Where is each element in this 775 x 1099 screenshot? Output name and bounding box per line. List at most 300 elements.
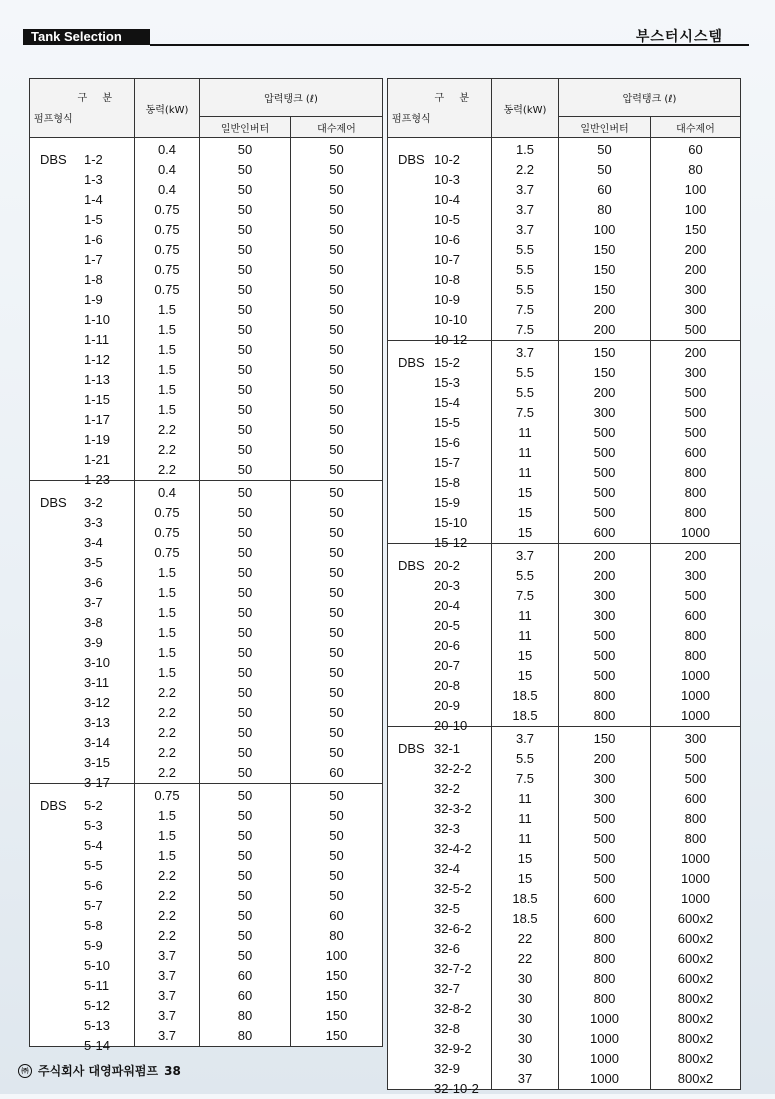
inverter-cell: 1000	[559, 1069, 651, 1090]
power-cell: 3.7	[492, 727, 559, 750]
unit-control-header: 대수제어	[291, 117, 383, 138]
unit-control-cell: 50	[291, 886, 383, 906]
unit-control-cell: 800	[651, 829, 741, 849]
model-number: 5-8	[84, 918, 103, 933]
table-row	[30, 503, 383, 523]
table-row	[388, 280, 741, 300]
inverter-cell: 500	[559, 443, 651, 463]
unit-control-cell: 600x2	[651, 969, 741, 989]
table-row	[30, 180, 383, 200]
power-cell: 3.7	[492, 341, 559, 364]
table-row	[388, 849, 741, 869]
model-number: 1-2	[84, 152, 103, 167]
model-number: 3-11	[84, 675, 110, 690]
power-cell: 0.4	[135, 180, 200, 200]
table-row	[30, 160, 383, 180]
pump-model-cell	[388, 1009, 492, 1036]
model-number: 20-10	[434, 718, 468, 733]
inverter-cell: 50	[200, 280, 291, 300]
inverter-cell: 80	[200, 1006, 291, 1026]
unit-control-cell: 600	[651, 789, 741, 809]
model-number: 3-14	[84, 735, 111, 750]
pump-model-label: 펌프형식	[392, 114, 431, 125]
model-prefix: DBS	[40, 152, 67, 167]
pump-model-cell	[388, 646, 492, 673]
power-cell: 30	[492, 969, 559, 989]
model-number: 3-12	[84, 695, 111, 710]
unit-control-header: 대수제어	[651, 117, 741, 138]
unit-control-cell: 1000	[651, 523, 741, 544]
table-row	[388, 929, 741, 949]
unit-control-cell: 50	[291, 723, 383, 743]
unit-control-cell: 800	[651, 503, 741, 523]
unit-control-cell: 300	[651, 727, 741, 750]
table-row	[388, 1029, 741, 1049]
inverter-header: 일반인버터	[559, 117, 651, 138]
pump-model-cell	[388, 320, 492, 347]
model-number: 32-9	[434, 1061, 461, 1076]
table-row	[388, 1069, 741, 1090]
power-cell: 0.75	[135, 503, 200, 523]
power-cell: 15	[492, 483, 559, 503]
inverter-cell: 300	[559, 403, 651, 423]
unit-control-cell: 50	[291, 703, 383, 723]
model-number: 5-7	[84, 898, 103, 913]
model-number: 3-2	[84, 495, 103, 510]
table-row	[30, 966, 383, 986]
model-number: 1-17	[84, 412, 111, 427]
pump-model-cell	[30, 160, 135, 187]
pump-model-cell	[30, 703, 135, 730]
power-cell: 37	[492, 1069, 559, 1090]
model-number: 3-3	[84, 515, 103, 530]
unit-control-cell: 150	[291, 966, 383, 986]
unit-control-cell: 50	[291, 300, 383, 320]
model-prefix: DBS	[40, 495, 67, 510]
inverter-header: 일반인버터	[200, 117, 291, 138]
category-label: 구 분	[434, 93, 475, 104]
power-cell: 2.2	[135, 703, 200, 723]
model-number: 3-4	[84, 535, 103, 550]
inverter-cell: 50	[200, 784, 291, 807]
pump-model-cell	[30, 460, 135, 487]
table-row	[30, 846, 383, 866]
table-row	[30, 866, 383, 886]
model-number: 1-8	[84, 272, 103, 287]
inverter-cell: 500	[559, 829, 651, 849]
power-cell: 30	[492, 989, 559, 1009]
unit-control-cell: 1000	[651, 889, 741, 909]
power-cell: 18.5	[492, 706, 559, 727]
inverter-cell: 50	[200, 440, 291, 460]
unit-control-cell: 50	[291, 846, 383, 866]
pump-model-cell	[30, 400, 135, 427]
pump-model-cell	[388, 1049, 492, 1076]
model-number: 32-6	[434, 941, 461, 956]
table-row	[30, 906, 383, 926]
power-cell: 1.5	[135, 300, 200, 320]
inverter-cell: 300	[559, 606, 651, 626]
unit-control-cell: 50	[291, 200, 383, 220]
inverter-cell: 50	[200, 220, 291, 240]
pump-model-cell	[388, 566, 492, 593]
model-number: 32-5-2	[434, 881, 472, 896]
tank-header: 압력탱크 (ℓ)	[200, 79, 383, 117]
pump-model-cell	[388, 727, 492, 756]
unit-control-cell: 100	[291, 946, 383, 966]
inverter-cell: 150	[559, 280, 651, 300]
unit-control-cell: 600x2	[651, 949, 741, 969]
pump-model-cell	[30, 240, 135, 267]
inverter-cell: 60	[200, 966, 291, 986]
model-number: 5-4	[84, 838, 103, 853]
power-cell: 11	[492, 463, 559, 483]
unit-control-cell: 50	[291, 320, 383, 340]
unit-control-cell: 60	[291, 906, 383, 926]
model-number: 5-14	[84, 1038, 111, 1053]
table-row	[30, 683, 383, 703]
unit-control-cell: 50	[291, 523, 383, 543]
table-row	[30, 763, 383, 784]
power-cell: 3.7	[135, 1026, 200, 1047]
pump-model-cell	[388, 200, 492, 227]
inverter-cell: 50	[200, 643, 291, 663]
table-row	[388, 789, 741, 809]
model-number: 10-7	[434, 252, 461, 267]
model-number: 1-12	[84, 352, 111, 367]
unit-control-cell: 50	[291, 340, 383, 360]
model-number: 5-12	[84, 998, 111, 1013]
table-row	[388, 769, 741, 789]
pump-model-cell	[388, 829, 492, 856]
pump-model-cell	[30, 200, 135, 227]
pump-model-cell	[388, 769, 492, 796]
model-number: 1-3	[84, 172, 103, 187]
unit-control-cell: 150	[291, 1026, 383, 1047]
pump-model-cell	[388, 626, 492, 653]
model-number: 5-10	[84, 958, 111, 973]
pump-model-cell	[388, 809, 492, 836]
table-body	[388, 138, 741, 1096]
table-row	[388, 949, 741, 969]
power-cell: 3.7	[135, 966, 200, 986]
inverter-cell: 150	[559, 363, 651, 383]
pump-model-cell	[388, 606, 492, 633]
power-cell: 0.75	[135, 220, 200, 240]
pump-model-cell	[388, 789, 492, 816]
power-cell: 1.5	[492, 138, 559, 161]
power-cell: 1.5	[135, 380, 200, 400]
power-cell: 15	[492, 523, 559, 544]
pump-model-cell	[30, 603, 135, 630]
model-number: 32-3	[434, 821, 461, 836]
table-row	[30, 260, 383, 280]
pump-model-cell	[30, 138, 135, 167]
page-number: 38	[164, 1063, 181, 1078]
model-number: 20-5	[434, 618, 461, 633]
page-footer	[18, 1062, 181, 1079]
unit-control-cell: 800	[651, 463, 741, 483]
inverter-cell: 500	[559, 626, 651, 646]
table-row	[388, 403, 741, 423]
unit-control-cell: 60	[291, 763, 383, 784]
table-row	[388, 606, 741, 626]
pump-model-label: 펌프형식	[34, 114, 73, 125]
power-cell: 2.2	[135, 440, 200, 460]
power-cell: 15	[492, 666, 559, 686]
model-number: 32-8-2	[434, 1001, 472, 1016]
table-row	[30, 240, 383, 260]
power-cell: 7.5	[492, 769, 559, 789]
model-number: 5-13	[84, 1018, 111, 1033]
unit-control-cell: 500	[651, 769, 741, 789]
power-cell: 0.75	[135, 543, 200, 563]
pump-model-cell	[30, 420, 135, 447]
pump-model-cell	[388, 160, 492, 187]
model-number: 10-6	[434, 232, 461, 247]
page-header	[23, 29, 749, 46]
unit-control-cell: 50	[291, 563, 383, 583]
model-number: 1-7	[84, 252, 103, 267]
inverter-cell: 50	[200, 926, 291, 946]
table-row	[30, 460, 383, 481]
unit-control-cell: 200	[651, 260, 741, 280]
table-row	[30, 138, 383, 161]
company-logo-icon: ㈜	[18, 1064, 32, 1078]
model-number: 10-3	[434, 172, 461, 187]
unit-control-cell: 150	[291, 1006, 383, 1026]
power-cell: 1.5	[135, 603, 200, 623]
unit-control-cell: 50	[291, 360, 383, 380]
model-number: 5-9	[84, 938, 103, 953]
table-row	[30, 481, 383, 504]
inverter-cell: 50	[200, 806, 291, 826]
unit-control-cell: 500	[651, 320, 741, 341]
pump-model-cell	[30, 623, 135, 650]
power-cell: 1.5	[135, 846, 200, 866]
power-header: 동력(kW)	[135, 79, 200, 138]
unit-control-cell: 50	[291, 440, 383, 460]
table-row	[388, 483, 741, 503]
power-cell: 22	[492, 929, 559, 949]
model-number: 15-6	[434, 435, 461, 450]
table-row	[388, 240, 741, 260]
unit-control-cell: 800x2	[651, 1009, 741, 1029]
inverter-cell: 200	[559, 566, 651, 586]
table-row	[30, 723, 383, 743]
inverter-cell: 600	[559, 909, 651, 929]
table-body	[30, 138, 383, 1053]
model-number: 32-4-2	[434, 841, 472, 856]
pump-model-cell	[30, 360, 135, 387]
pump-model-cell	[30, 481, 135, 510]
unit-control-cell: 50	[291, 481, 383, 504]
model-number: 10-9	[434, 292, 461, 307]
inverter-cell: 600	[559, 523, 651, 544]
model-number: 10-4	[434, 192, 461, 207]
power-cell: 0.75	[135, 523, 200, 543]
unit-control-cell: 50	[291, 400, 383, 420]
inverter-cell: 50	[200, 946, 291, 966]
inverter-cell: 300	[559, 586, 651, 606]
pump-model-cell	[388, 1069, 492, 1096]
inverter-cell: 50	[200, 886, 291, 906]
power-cell: 1.5	[135, 400, 200, 420]
inverter-cell: 50	[200, 663, 291, 683]
table-row	[30, 543, 383, 563]
power-cell: 15	[492, 849, 559, 869]
table-row	[30, 360, 383, 380]
unit-control-cell: 300	[651, 300, 741, 320]
power-cell: 2.2	[135, 723, 200, 743]
brand-title: 부스터시스템	[635, 29, 723, 45]
unit-control-cell: 800x2	[651, 1029, 741, 1049]
unit-control-cell: 50	[291, 543, 383, 563]
table-row	[30, 643, 383, 663]
pump-model-cell	[30, 946, 135, 973]
table-row	[388, 320, 741, 341]
model-number: 3-10	[84, 655, 111, 670]
table-row	[30, 280, 383, 300]
unit-control-cell: 800x2	[651, 1069, 741, 1090]
model-number: 32-3-2	[434, 801, 472, 816]
inverter-cell: 800	[559, 706, 651, 727]
unit-control-cell: 50	[291, 240, 383, 260]
model-number: 32-1	[434, 741, 461, 756]
pump-model-cell	[30, 220, 135, 247]
model-number: 20-2	[434, 558, 461, 573]
model-prefix: DBS	[398, 741, 425, 756]
power-cell: 1.5	[135, 643, 200, 663]
power-cell: 0.75	[135, 280, 200, 300]
unit-control-cell: 50	[291, 280, 383, 300]
pump-model-cell	[30, 723, 135, 750]
model-number: 15-12	[434, 535, 468, 550]
power-cell: 2.2	[135, 420, 200, 440]
unit-control-cell: 800x2	[651, 1049, 741, 1069]
power-cell: 30	[492, 1049, 559, 1069]
model-number: 15-10	[434, 515, 468, 530]
inverter-cell: 50	[200, 846, 291, 866]
inverter-cell: 50	[200, 543, 291, 563]
unit-control-cell: 50	[291, 160, 383, 180]
inverter-cell: 50	[200, 866, 291, 886]
power-cell: 2.2	[135, 460, 200, 481]
unit-control-cell: 800	[651, 483, 741, 503]
pump-model-cell	[388, 180, 492, 207]
table-row	[388, 829, 741, 849]
pump-model-cell	[30, 866, 135, 893]
table-row	[388, 809, 741, 829]
table-row	[30, 523, 383, 543]
power-cell: 2.2	[135, 886, 200, 906]
model-number: 32-4	[434, 861, 461, 876]
inverter-cell: 150	[559, 341, 651, 364]
table-row	[388, 646, 741, 666]
unit-control-cell: 60	[651, 138, 741, 161]
unit-control-cell: 150	[651, 220, 741, 240]
power-header: 동력(kW)	[492, 79, 559, 138]
unit-control-cell: 50	[291, 260, 383, 280]
model-number: 3-15	[84, 755, 111, 770]
pump-model-cell	[30, 563, 135, 590]
power-cell: 15	[492, 503, 559, 523]
unit-control-cell: 80	[291, 926, 383, 946]
unit-control-cell: 500	[651, 383, 741, 403]
table-row	[388, 463, 741, 483]
model-prefix: DBS	[398, 558, 425, 573]
inverter-cell: 500	[559, 423, 651, 443]
tank-header: 압력탱크 (ℓ)	[559, 79, 741, 117]
power-cell: 11	[492, 809, 559, 829]
power-cell: 2.2	[135, 906, 200, 926]
unit-control-cell: 50	[291, 866, 383, 886]
power-cell: 1.5	[135, 320, 200, 340]
model-number: 3-6	[84, 575, 103, 590]
inverter-cell: 50	[200, 523, 291, 543]
power-cell: 11	[492, 606, 559, 626]
pump-model-cell	[30, 543, 135, 570]
table-row	[30, 703, 383, 723]
table-row	[388, 523, 741, 544]
pump-model-cell	[30, 784, 135, 813]
pump-model-cell	[30, 826, 135, 853]
pump-model-cell	[30, 340, 135, 367]
table-row	[30, 826, 383, 846]
tank-table-left	[29, 78, 383, 1053]
pump-model-cell	[388, 686, 492, 713]
inverter-cell: 50	[200, 723, 291, 743]
power-cell: 1.5	[135, 340, 200, 360]
pump-model-cell	[388, 483, 492, 510]
table-row	[30, 623, 383, 643]
inverter-cell: 50	[200, 360, 291, 380]
model-number: 32-8	[434, 1021, 461, 1036]
table-row	[388, 260, 741, 280]
table-row	[388, 706, 741, 727]
table-row	[30, 400, 383, 420]
model-prefix: DBS	[40, 798, 67, 813]
pump-model-cell	[30, 966, 135, 993]
pump-model-cell	[30, 440, 135, 467]
unit-control-cell: 800	[651, 809, 741, 829]
power-cell: 0.4	[135, 160, 200, 180]
unit-control-cell: 300	[651, 280, 741, 300]
inverter-cell: 1000	[559, 1049, 651, 1069]
inverter-cell: 50	[200, 583, 291, 603]
model-number: 20-8	[434, 678, 461, 693]
pump-model-cell	[30, 583, 135, 610]
pump-model-cell	[30, 1026, 135, 1053]
model-number: 15-3	[434, 375, 461, 390]
table-row	[388, 160, 741, 180]
table-row	[388, 727, 741, 750]
model-number: 3-13	[84, 715, 111, 730]
inverter-cell: 50	[200, 906, 291, 926]
model-number: 3-8	[84, 615, 103, 630]
inverter-cell: 200	[559, 383, 651, 403]
table-row	[30, 603, 383, 623]
model-number: 3-5	[84, 555, 103, 570]
power-cell: 11	[492, 443, 559, 463]
unit-control-cell: 500	[651, 586, 741, 606]
inverter-cell: 800	[559, 686, 651, 706]
table-row	[30, 340, 383, 360]
pump-model-cell	[388, 869, 492, 896]
table-row	[30, 320, 383, 340]
model-number: 5-2	[84, 798, 103, 813]
unit-control-cell: 50	[291, 683, 383, 703]
